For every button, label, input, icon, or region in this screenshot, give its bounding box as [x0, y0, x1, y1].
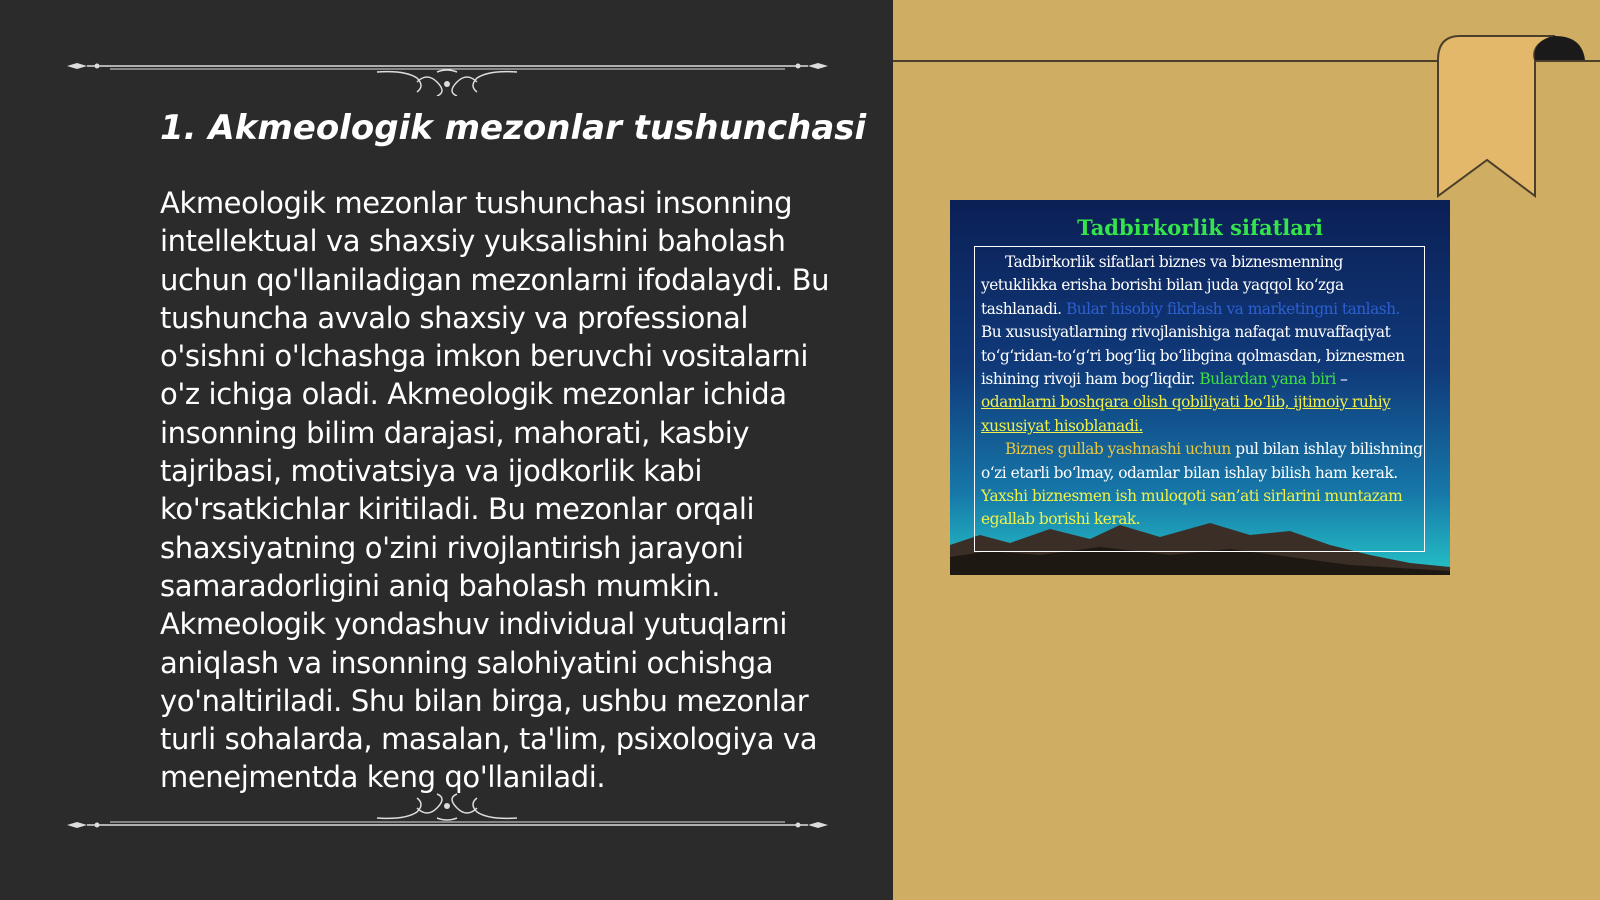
- image-title: Tadbirkorlik sifatlari: [1077, 215, 1323, 240]
- top-ornament-divider: [65, 36, 830, 96]
- slide-title: 1. Akmeologik mezonlar tushunchasi: [160, 108, 867, 148]
- image-text-segment: Bu xususiyatlarning rivojlanishiga nafaqat muvaffaqiyat to‘g‘ridan-to‘g‘ri bog‘liq bo‘libgina qolmasdan, biznesmen ishining rivoji ham bog‘liqdir.: [981, 323, 1405, 389]
- image-text-segment: Tadbirkorlik sifatlari biznes va biznesmenning yetuklikka erisha borishi bilan juda yaqqol ko‘zga tashlanadi.: [981, 253, 1344, 318]
- image-text-segment: –: [1335, 370, 1348, 389]
- bookmark-ribbon-icon: [1430, 30, 1590, 205]
- image-text-segment: Yaxshi biznesmen ish muloqoti san’ati sirlarini muntazam egallab borishi kerak.: [981, 487, 1403, 529]
- image-body-text: [981, 251, 1423, 532]
- image-text-segment: Bular hisobiy fikrlash va marketingni tanlash.: [1065, 299, 1400, 318]
- embedded-slide-image: [950, 200, 1450, 575]
- image-text-segment: odamlarni boshqara olish qobiliyati bo‘lib, ijtimoiy ruhiy xususiyat hisoblanadi.: [981, 393, 1391, 435]
- image-text-segment: Bulardan yana biri: [1199, 370, 1336, 389]
- image-text-segment: pul bilan ishlay bilishning o‘zi etarli bo‘lmay, odamlar bilan ishlay bilish ham kerak.: [981, 440, 1423, 482]
- slide-body-text: Akmeologik mezonlar tushunchasi insonning intellektual va shaxsiy yuksalishini baholash uchun qo'llaniladigan mezonlarni ifodalaydi. Bu tushuncha avvalo shaxsiy va professional o'sishni o'lchashga imkon beruvchi vositalarni o'z ichiga oladi. Akmeologik mezonlar ichida insonning bilim darajasi, mahorati, kasbiy tajribasi, motivatsiya va ijodkorlik kabi ko'rsatkichlar kiritiladi. Bu mezonlar orqali shaxsiyatning o'zini rivojlantirish jarayoni samaradorligini aniq baholash mumkin. Akmeologik yondashuv individual yutuqlarni aniqlash va insonning salohiyatini ochishga yo'naltiriladi. Shu bilan birga, ushbu mezonlar turli sohalarda, masalan, ta'lim, psixologiya va menejmentda keng qo'llaniladi.: [160, 186, 830, 795]
- image-text-segment: Biznes gullab yashnashi uchun: [1005, 440, 1231, 459]
